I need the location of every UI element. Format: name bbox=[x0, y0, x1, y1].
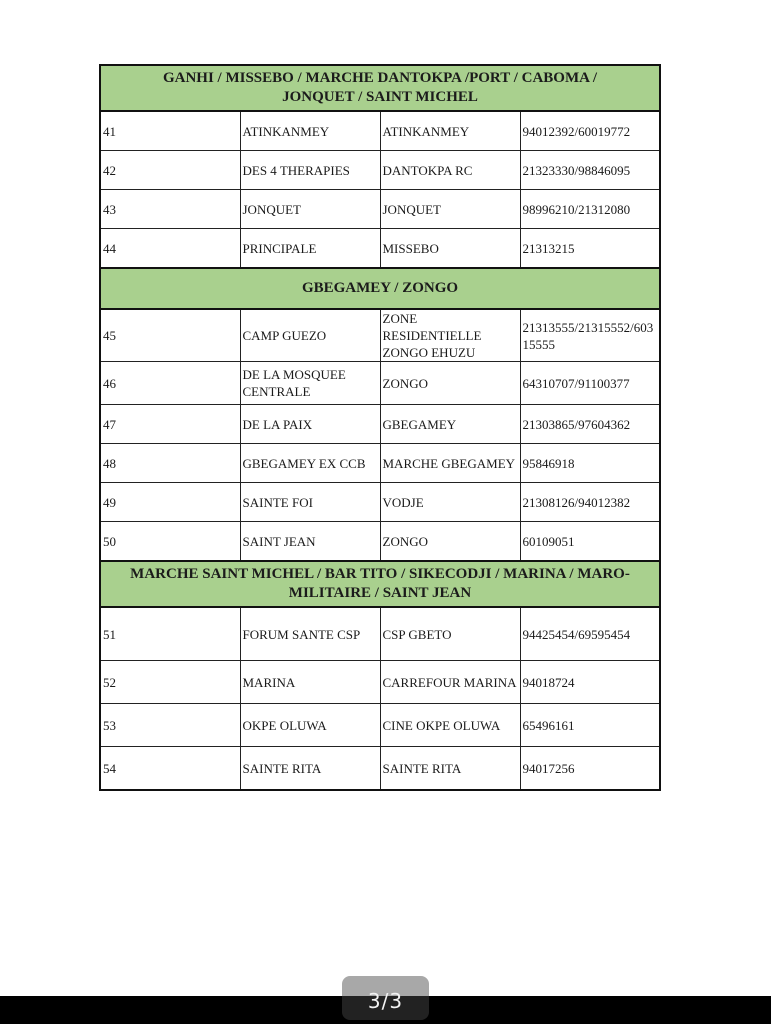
pharmacy-name: MARINA bbox=[240, 661, 380, 704]
table-row bbox=[100, 747, 660, 791]
pharmacy-location: CARREFOUR MARINA bbox=[380, 661, 520, 704]
pharmacy-name: SAINTE RITA bbox=[240, 747, 380, 791]
table-row bbox=[100, 190, 660, 229]
row-number: 45 bbox=[100, 309, 240, 362]
row-number: 52 bbox=[100, 661, 240, 704]
row-number: 51 bbox=[100, 607, 240, 661]
pharmacy-phone: 21323330/98846095 bbox=[520, 151, 660, 190]
pharmacy-name: DE LA MOSQUEE CENTRALE bbox=[240, 362, 380, 405]
row-number: 46 bbox=[100, 362, 240, 405]
pharmacy-phone: 94425454/69595454 bbox=[520, 607, 660, 661]
pharmacy-phone: 65496161 bbox=[520, 704, 660, 747]
row-number: 41 bbox=[100, 111, 240, 151]
row-number: 50 bbox=[100, 522, 240, 562]
pharmacy-phone: 94012392/60019772 bbox=[520, 111, 660, 151]
table-row bbox=[100, 405, 660, 444]
table-row bbox=[100, 607, 660, 661]
pharmacy-location: GBEGAMEY bbox=[380, 405, 520, 444]
pharmacy-location: ATINKANMEY bbox=[380, 111, 520, 151]
table-row bbox=[100, 229, 660, 269]
pharmacy-name: GBEGAMEY EX CCB bbox=[240, 444, 380, 483]
page-indicator: 3/3 bbox=[342, 976, 429, 1020]
table-row bbox=[100, 661, 660, 704]
section-title-line2: MILITAIRE / SAINT JEAN bbox=[288, 585, 472, 601]
pharmacy-name: SAINT JEAN bbox=[240, 522, 380, 562]
section-title-line2: JONQUET / SAINT MICHEL bbox=[282, 89, 478, 105]
table-row bbox=[100, 111, 660, 151]
pharmacy-location: VODJE bbox=[380, 483, 520, 522]
pharmacy-name: FORUM SANTE CSP bbox=[240, 607, 380, 661]
pharmacy-location: ZONE RESIDENTIELLE ZONGO EHUZU bbox=[380, 309, 520, 362]
pharmacy-name: PRINCIPALE bbox=[240, 229, 380, 269]
pharmacy-name: SAINTE FOI bbox=[240, 483, 380, 522]
section-title-line1: MARCHE SAINT MICHEL / BAR TITO / SIKECODJI / MARINA / MARO- bbox=[130, 566, 630, 582]
pharmacy-phone: 95846918 bbox=[520, 444, 660, 483]
pharmacy-phone: 94018724 bbox=[520, 661, 660, 704]
pharmacy-phone: 94017256 bbox=[520, 747, 660, 791]
row-number: 49 bbox=[100, 483, 240, 522]
section-title-line1: GBEGAMEY / ZONGO bbox=[301, 280, 459, 296]
row-number: 48 bbox=[100, 444, 240, 483]
pharmacy-phone: 21308126/94012382 bbox=[520, 483, 660, 522]
pharmacy-phone: 60109051 bbox=[520, 522, 660, 562]
pharmacy-name: OKPE OLUWA bbox=[240, 704, 380, 747]
pharmacy-phone: 98996210/21312080 bbox=[520, 190, 660, 229]
table-row bbox=[100, 522, 660, 562]
table-row bbox=[100, 483, 660, 522]
row-number: 42 bbox=[100, 151, 240, 190]
pharmacy-location: CINE OKPE OLUWA bbox=[380, 704, 520, 747]
table-row bbox=[100, 309, 660, 362]
table-row bbox=[100, 444, 660, 483]
pharmacy-table bbox=[99, 64, 661, 791]
table-row bbox=[100, 362, 660, 405]
row-number: 43 bbox=[100, 190, 240, 229]
table-row bbox=[100, 151, 660, 190]
section-header bbox=[100, 65, 660, 111]
row-number: 44 bbox=[100, 229, 240, 269]
section-title-line1: GANHI / MISSEBO / MARCHE DANTOKPA /PORT / CABOMA / bbox=[162, 70, 598, 86]
pharmacy-name: DE LA PAIX bbox=[240, 405, 380, 444]
row-number: 54 bbox=[100, 747, 240, 791]
pharmacy-location: MISSEBO bbox=[380, 229, 520, 269]
pharmacy-name: ATINKANMEY bbox=[240, 111, 380, 151]
pharmacy-location: MARCHE GBEGAMEY bbox=[380, 444, 520, 483]
table-row bbox=[100, 704, 660, 747]
pharmacy-phone: 21313555/21315552/60315555 bbox=[520, 309, 660, 362]
pharmacy-name: CAMP GUEZO bbox=[240, 309, 380, 362]
pharmacy-phone: 21313215 bbox=[520, 229, 660, 269]
pharmacy-location: JONQUET bbox=[380, 190, 520, 229]
pharmacy-name: JONQUET bbox=[240, 190, 380, 229]
pharmacy-location: ZONGO bbox=[380, 522, 520, 562]
pharmacy-location: CSP GBETO bbox=[380, 607, 520, 661]
pharmacy-location: DANTOKPA RC bbox=[380, 151, 520, 190]
pharmacy-location: SAINTE RITA bbox=[380, 747, 520, 791]
section-header bbox=[100, 561, 660, 607]
pharmacy-phone: 21303865/97604362 bbox=[520, 405, 660, 444]
row-number: 53 bbox=[100, 704, 240, 747]
pharmacy-phone: 64310707/91100377 bbox=[520, 362, 660, 405]
pharmacy-location: ZONGO bbox=[380, 362, 520, 405]
section-header bbox=[100, 268, 660, 309]
pharmacy-name: DES 4 THERAPIES bbox=[240, 151, 380, 190]
row-number: 47 bbox=[100, 405, 240, 444]
